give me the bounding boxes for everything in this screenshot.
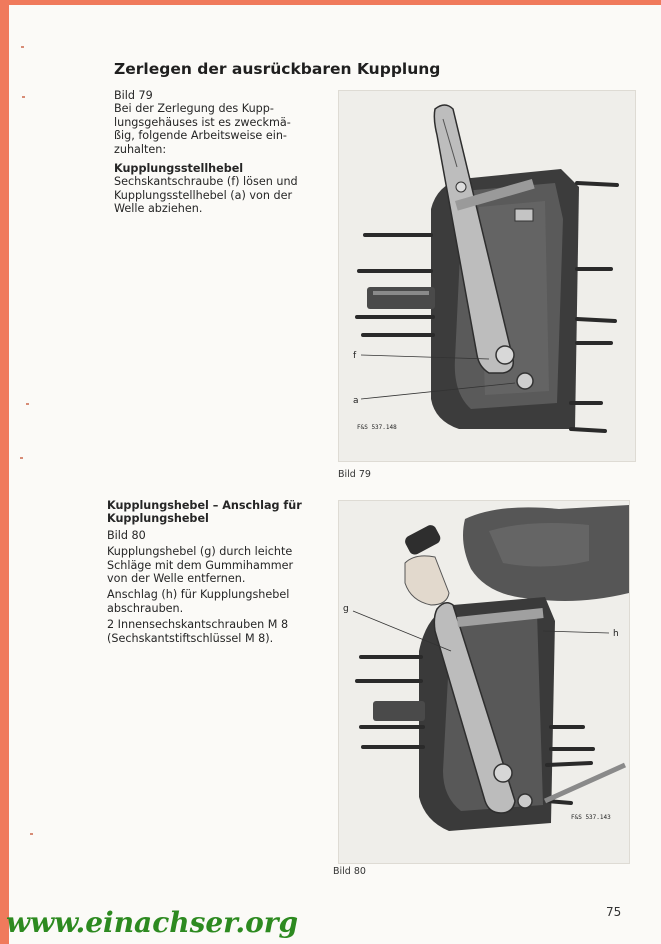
section-bild80-text bbox=[107, 499, 313, 645]
text-line: abschrauben. bbox=[107, 601, 184, 615]
text-line: von der Welle entfernen. bbox=[107, 572, 246, 586]
label-g: g bbox=[343, 604, 349, 614]
figure-caption: Bild 80 bbox=[333, 866, 366, 877]
clutch-housing-photo bbox=[339, 501, 629, 863]
photo-code: F&S 537.148 bbox=[357, 424, 397, 431]
text-line: Anschlag (h) für Kupplungshebel bbox=[107, 588, 290, 602]
bild-reference: Bild 80 bbox=[107, 528, 146, 542]
page-top-stripe bbox=[0, 0, 661, 5]
label-a: a bbox=[353, 396, 359, 406]
text-line: Bei der Zerlegung des Kupp- bbox=[114, 102, 274, 116]
clutch-lever-photo bbox=[339, 91, 635, 461]
photo-code: F&S 537.143 bbox=[571, 814, 611, 821]
text-line: zuhalten: bbox=[114, 142, 167, 156]
text-line: 2 Innensechskantschrauben M 8 bbox=[107, 618, 289, 632]
text-line: Welle abziehen. bbox=[114, 202, 203, 216]
print-speck bbox=[21, 46, 24, 48]
bild-reference: Bild 79 bbox=[114, 89, 153, 102]
print-speck bbox=[20, 457, 23, 459]
section-bild79-text bbox=[114, 89, 318, 216]
subheading: Kupplungsstellhebel bbox=[114, 162, 244, 176]
label-f: f bbox=[353, 351, 357, 361]
subheading: Kupplungshebel – Anschlag für bbox=[107, 499, 302, 512]
label-h: h bbox=[613, 629, 619, 639]
text-line: Sechskantschraube (f) lösen und bbox=[114, 175, 298, 189]
text-line: Kupplungshebel (g) durch leichte bbox=[107, 545, 293, 559]
subheading: Kupplungshebel bbox=[107, 512, 209, 526]
text-line: ßig, folgende Arbeitsweise ein- bbox=[114, 129, 287, 143]
figure-caption: Bild 79 bbox=[338, 469, 371, 480]
website-watermark: www.einachser.org bbox=[6, 906, 299, 939]
text-line: Kupplungsstellhebel (a) von der bbox=[114, 188, 293, 202]
figure-bild79 bbox=[338, 90, 636, 462]
print-speck bbox=[30, 833, 33, 835]
figure-bild80 bbox=[338, 500, 630, 864]
text-line: lungsgehäuses ist es zweckmä- bbox=[114, 115, 291, 129]
text-line: Schläge mit dem Gummihammer bbox=[107, 558, 294, 572]
print-speck bbox=[26, 403, 29, 405]
page-heading: Zerlegen der ausrückbaren Kupplung bbox=[114, 60, 441, 78]
print-speck bbox=[22, 96, 25, 98]
page-edge-stripe bbox=[0, 0, 9, 944]
text-line: (Sechskantstiftschlüssel M 8). bbox=[107, 631, 274, 645]
page-number: 75 bbox=[606, 905, 622, 919]
